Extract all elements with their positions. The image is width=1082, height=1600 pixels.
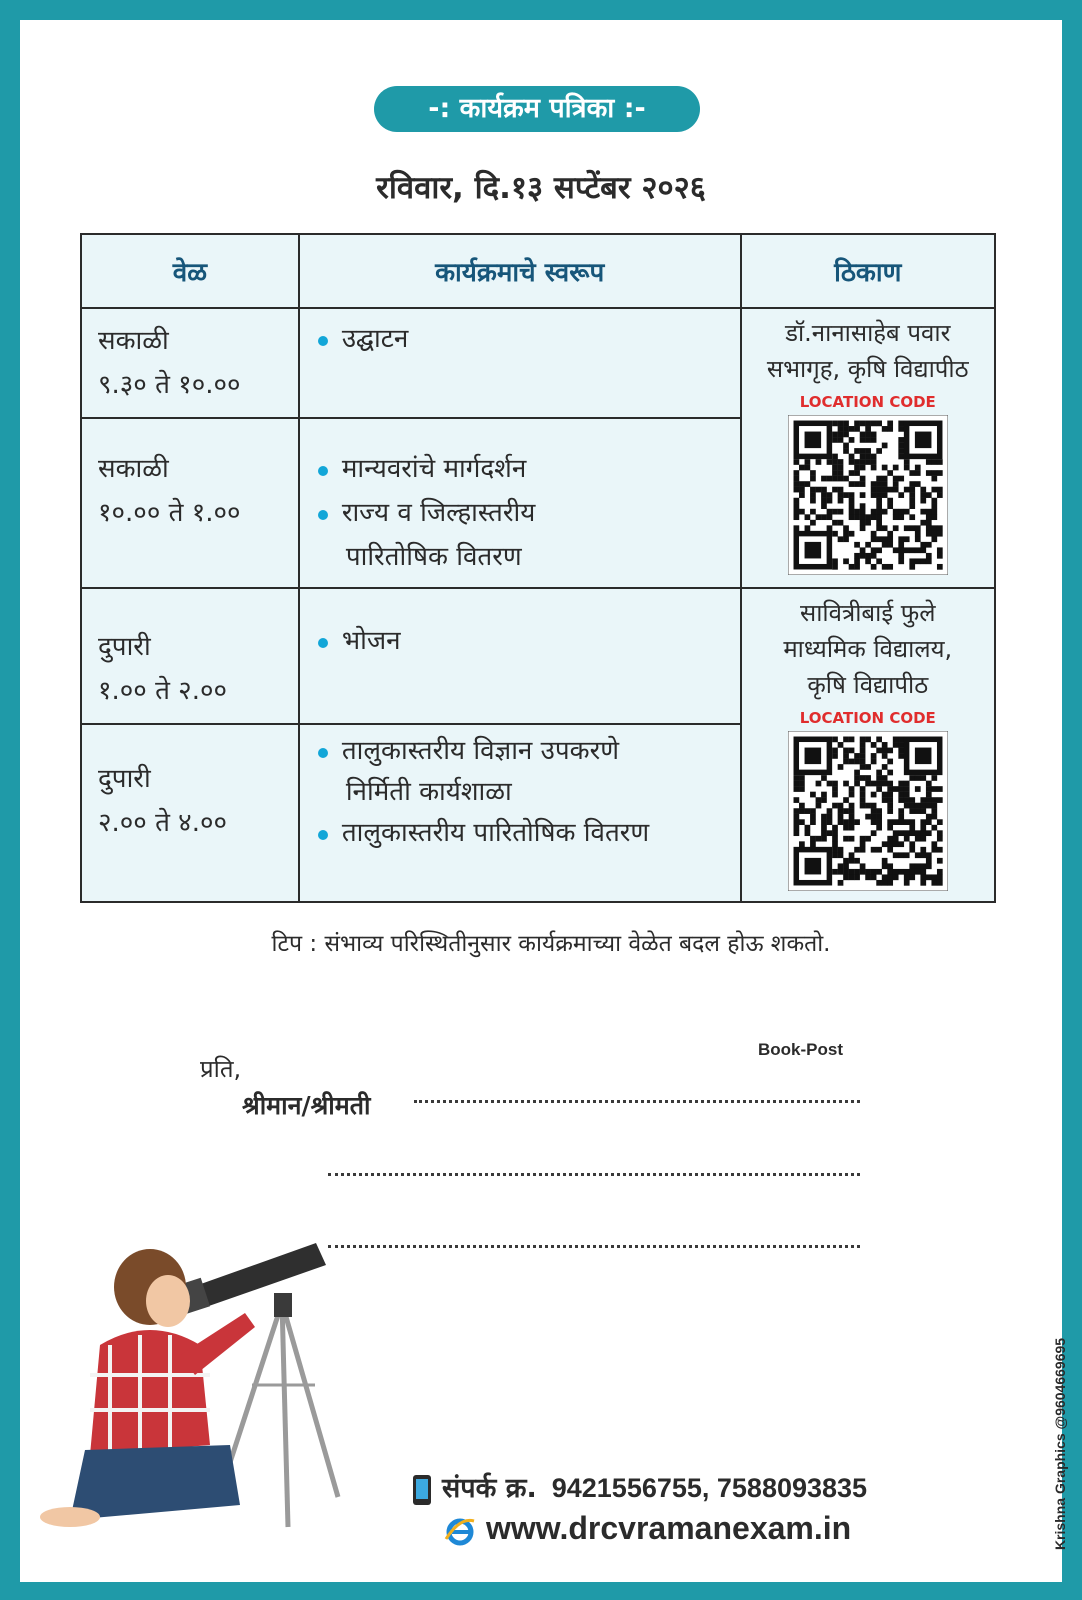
bullet-icon: [318, 748, 328, 758]
time-range: २.०० ते ४.००: [98, 808, 227, 838]
qr-code-icon[interactable]: [788, 731, 948, 891]
header-program: कार्यक्रमाचे स्वरूप: [299, 234, 741, 308]
venue-cell-1: [741, 308, 995, 588]
book-post-label: Book-Post: [758, 1040, 843, 1059]
venue-name-line: सावित्रीबाई फुले: [799, 599, 936, 627]
address-line-3: [328, 1245, 860, 1248]
internet-explorer-icon: [444, 1515, 476, 1547]
contact-line: [412, 1468, 867, 1506]
time-label: दुपारी: [98, 764, 151, 794]
location-code-label: LOCATION CODE: [799, 709, 936, 727]
bullet-icon: [318, 336, 328, 346]
time-range: ९.३० ते १०.००: [98, 370, 241, 400]
table-header-row: [81, 234, 995, 308]
bullet-icon: [318, 510, 328, 520]
time-label: सकाळी: [98, 454, 169, 484]
program-date: रविवार, दि.१३ सप्टेंबर २०२६: [376, 170, 706, 206]
list-item-continued: पारितोषिक वितरण: [345, 542, 522, 572]
time-label: दुपारी: [98, 632, 151, 662]
contact-phones[interactable]: 9421556755, 7588093835: [551, 1473, 868, 1503]
note-text: टिप : संभाव्य परिस्थितीनुसार कार्यक्रमाच्या वेळेत बदल होऊ शकतो.: [271, 931, 831, 957]
location-code-label: LOCATION CODE: [799, 393, 936, 411]
header-time: वेळ: [81, 234, 299, 308]
bullet-icon: [318, 466, 328, 476]
website-line: [444, 1510, 851, 1547]
contact-label: संपर्क क्र.: [442, 1473, 537, 1504]
time-label: सकाळी: [98, 326, 169, 356]
qr-code-icon[interactable]: [788, 415, 948, 575]
program-title: -: कार्यक्रम पत्रिका :-: [374, 86, 700, 132]
to-label: प्रति,: [200, 1055, 242, 1083]
time-range: १.०० ते २.००: [98, 676, 227, 706]
phone-icon: [412, 1474, 432, 1506]
list-item: राज्य व जिल्हास्तरीय: [318, 491, 732, 535]
boy-with-telescope-image: [30, 1235, 360, 1565]
bullet-icon: [318, 638, 328, 648]
address-line-1: [414, 1100, 860, 1103]
schedule-table: [80, 233, 996, 903]
venue-name-line: सभागृह, कृषि विद्यापीठ: [766, 355, 969, 383]
bullet-icon: [318, 830, 328, 840]
time-cell: [81, 588, 299, 724]
invitation-card: [20, 20, 1068, 1582]
table-row: [81, 588, 995, 724]
program-cell: [299, 588, 741, 724]
list-item: तालुकास्तरीय विज्ञान उपकरणे: [318, 731, 732, 772]
table-row: [81, 308, 995, 418]
program-cell: [299, 724, 741, 902]
header-venue: ठिकाण: [741, 234, 995, 308]
time-cell: [81, 418, 299, 588]
time-range: १०.०० ते १.००: [98, 498, 241, 528]
program-cell: [299, 308, 741, 418]
venue-cell-2: [741, 588, 995, 902]
venue-name-line: डॉ.नानासाहेब पवार: [785, 319, 951, 347]
salutation-label: श्रीमान/श्रीमती: [242, 1091, 371, 1120]
list-item-continued: निर्मिती कार्यशाळा: [345, 777, 512, 807]
website-link[interactable]: www.drcvramanexam.in: [486, 1510, 852, 1546]
venue-name-line: कृषि विद्यापीठ: [807, 671, 929, 699]
time-cell: [81, 308, 299, 418]
list-item: तालुकास्तरीय पारितोषिक वितरण: [318, 813, 732, 854]
designer-credit: Krishna Graphics @9604669695: [1052, 1337, 1068, 1551]
time-cell: [81, 724, 299, 902]
list-item: उद्घाटन: [318, 317, 732, 361]
program-cell: [299, 418, 741, 588]
list-item: मान्यवरांचे मार्गदर्शन: [318, 447, 732, 491]
address-line-2: [328, 1173, 860, 1176]
venue-name-line: माध्यमिक विद्यालय,: [783, 635, 953, 663]
list-item: भोजन: [318, 619, 732, 663]
